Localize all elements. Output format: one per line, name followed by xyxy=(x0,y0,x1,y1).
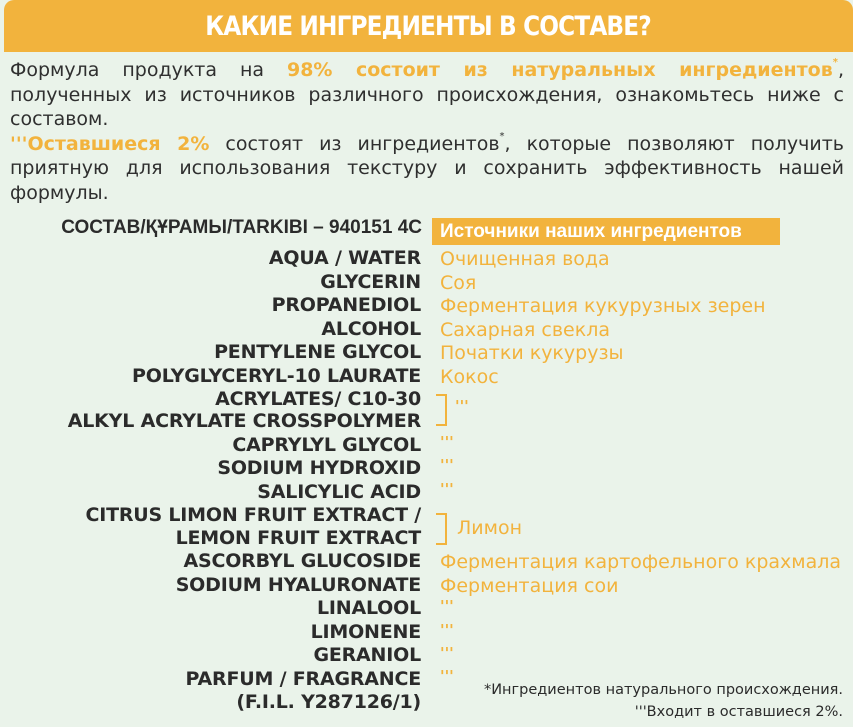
footnote-natural: *Ингредиентов натурального происхождения. xyxy=(483,682,843,698)
ingredient-item: GERANIOL xyxy=(313,644,421,666)
page-title: КАКИЕ ИНГРЕДИЕНТЫ В СОСТАВЕ? xyxy=(205,10,652,42)
ingredient-item: ASCORBYL GLUCOSIDE xyxy=(183,550,421,572)
header-banner xyxy=(4,0,853,52)
remaining-mark: ''' xyxy=(440,480,454,498)
ingredient-item: PENTYLENE GLYCOL xyxy=(214,341,421,363)
remaining-mark: ''' xyxy=(440,456,454,474)
remaining-mark: ''' xyxy=(455,397,469,415)
source-item: Початки кукурузы xyxy=(440,342,624,364)
ingredient-item: AQUA / WATER xyxy=(268,247,421,269)
ingredient-item: LEMON FRUIT EXTRACT xyxy=(175,527,421,549)
intro-paragraph-1: Формула продукта на 98% состоит из натуральных ингредиентов*, полученных из источников различного происхождения, ознакомьтесь ниже с составом. xyxy=(10,57,845,130)
ingredient-item: POLYGLYCERYL-10 LAURATE xyxy=(132,365,421,387)
source-item: Ферментация кукурузных зерен xyxy=(440,295,766,317)
source-item: Очищенная вода xyxy=(440,248,610,270)
natural-percent-highlight: 98% состоит из натуральных ингредиентов xyxy=(286,59,833,81)
ingredient-item: CAPRYLYL GLYCOL xyxy=(232,434,421,456)
remaining-mark: ''' xyxy=(440,597,454,615)
footnote-remaining: '''Входит в оставшиеся 2%. xyxy=(634,704,843,720)
composition-title: СОСТАВ/ҚҰРАМЫ/TARKIBI – 940151 4C xyxy=(61,217,422,238)
ingredient-item: SODIUM HYALURONATE xyxy=(175,574,421,596)
ingredient-item: CITRUS LIMON FRUIT EXTRACT / xyxy=(85,504,421,526)
intro-text xyxy=(10,58,844,205)
bracket-acrylates xyxy=(436,394,447,426)
source-item: Кокос xyxy=(440,366,499,388)
source-item: Соя xyxy=(440,272,477,294)
ingredient-item: LINALOOL xyxy=(316,597,421,619)
remaining-mark: ''' xyxy=(440,621,454,639)
ingredient-item: PARFUM / FRAGRANCE xyxy=(185,668,421,690)
ingredient-item: SODIUM HYDROXID xyxy=(217,457,421,479)
intro-paragraph-2: '''Оставшиеся 2% состоят из ингредиентов*, которые позволяют получить приятную для использования текстуру и сохранить эффективность нашей формулы. xyxy=(10,130,844,204)
remaining-percent-highlight: '''Оставшиеся 2% xyxy=(10,132,210,155)
remaining-mark: ''' xyxy=(440,644,454,662)
ingredient-item: LIMONENE xyxy=(310,621,421,643)
ingredient-item: ALCOHOL xyxy=(321,318,421,340)
ingredient-item: ACRYLATES/ C10-30 xyxy=(215,388,421,410)
source-item: Ферментация картофельного крахмала xyxy=(440,551,842,573)
ingredient-item: PROPANEDIOL xyxy=(271,294,421,316)
ingredient-item: (F.I.L. Y287126/1) xyxy=(236,691,421,713)
sources-title: Источники наших ингредиентов xyxy=(432,218,780,245)
ingredient-item: SALICYLIC ACID xyxy=(257,481,421,503)
bracket-lemon xyxy=(436,513,447,545)
source-item: Сахарная свекла xyxy=(440,319,610,341)
source-item: Ферментация сои xyxy=(440,575,619,597)
ingredient-item: GLYCERIN xyxy=(320,271,421,293)
remaining-mark: ''' xyxy=(440,667,454,685)
ingredient-item: ALKYL ACRYLATE CROSSPOLYMER xyxy=(67,410,421,432)
remaining-mark: ''' xyxy=(440,433,454,451)
source-item: Лимон xyxy=(457,517,523,539)
